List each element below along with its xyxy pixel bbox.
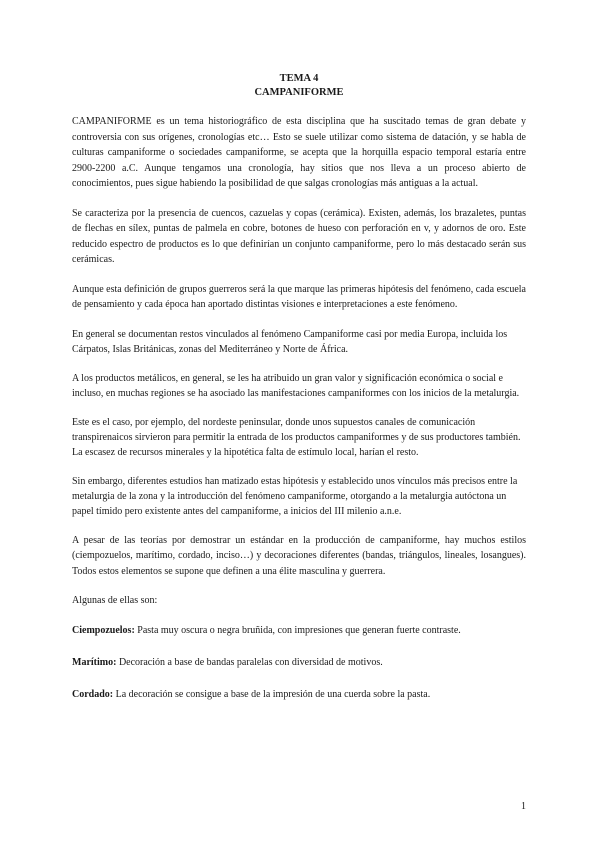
paragraph-northeast: Este es el caso, por ejemplo, del nordeste peninsular, donde unos supuestos canales de comunicación transpirenaicos sirvieron para permitir la entrada de los productos campaniformes y de sus productores también. La escasez de recursos minerales y la hipotética falta de estímulo local, harían el resto. [72,416,521,458]
paragraph-warrior-groups: Aunque esta definición de grupos guerreros será la que marque las primeras hipótesis del fenómeno, cada escuela de pensamiento y cada época han aportado distintas visiones e interpretaciones a este fenómeno. [72,283,526,310]
page-title: TEMA 4 [279,73,319,84]
style-item-ciempozuelos [72,623,526,638]
style-description: Pasta muy oscura o negra bruñida, con impresiones que generan fuerte contraste. [134,624,461,636]
paragraph-styles: A pesar de las teorías por demostrar un estándar en la producción de campaniforme, hay muchos estilos (ciempozuelos, marítimo, cordado, inciso…) y decoraciones diferentes (bandas, triángulos, lineales, losangues). Todos estos elementos se supone que definen a una élite masculina y guerrera. [72,534,526,577]
style-description: La decoración se consigue a base de la impresión de una cuerda sobre la pasta. [113,688,431,700]
document-page [72,72,526,719]
style-term: Ciempozuelos: [72,624,135,636]
page-subtitle: CAMPANIFORME [254,87,344,98]
style-item-cordado [72,687,526,702]
paragraph-intro: CAMPANIFORME es un tema historiográfico de esta disciplina que ha suscitado temas de gran debate y controversia con sus orígenes, cronologías etc… Esto se suele utilizar como sistema de datación, y se habla de culturas campaniforme o sociedades campaniforme, se acepta que la horquilla espacio temporal estaría entre 2900-2200 a.C. Aunque tengamos una cronología, hay sitios que nos lleva a un proceso abierto de conocimientos, pues sigue habiendo la posibilidad de que salgas cronologías más antiguas a la actual. [72,116,526,189]
paragraph-studies: Sin embargo, diferentes estudios han matizado estas hipótesis y establecido unos vínculos más precisos entre la metalurgia de la zona y la introducción del fenómeno campaniforme, otorgando a la metalurgia autóctona un papel tímido pero existente antes del campaniforme, a inicios del III milenio a.n.e. [72,475,518,517]
style-term: Cordado: [72,688,114,700]
paragraph-list-intro: Algunas de ellas son: [72,595,158,606]
style-term: Marítimo: [72,656,117,668]
paragraph-characteristics: Se caracteriza por la presencia de cuencos, cazuelas y copas (cerámica). Existen, además, los brazaletes, puntas de flechas en sílex, puntas de palmela en cobre, botones de hueso con perforación en v, y adornos de oro. Este reducido espectro de productos es lo que definirían un conjunto campaniforme, pero lo más destacado serán sus cerámicas. [72,207,526,265]
page-number: 1 [521,801,526,812]
style-description: Decoración a base de bandas paralelas con diversidad de motivos. [116,656,383,668]
paragraph-metal-products: A los productos metálicos, en general, se les ha atribuido un gran valor y significación económica o social e incluso, en muchas regiones se ha asociado las manifestaciones campaniformes con los inicios de la metalurgia. [72,372,520,399]
paragraph-distribution: En general se documentan restos vinculados al fenómeno Campaniforme casi por media Europa, incluida los Cárpatos, Islas Británicas, zonas del Mediterráneo y Norte de África. [72,328,508,355]
style-item-maritimo [72,655,526,670]
